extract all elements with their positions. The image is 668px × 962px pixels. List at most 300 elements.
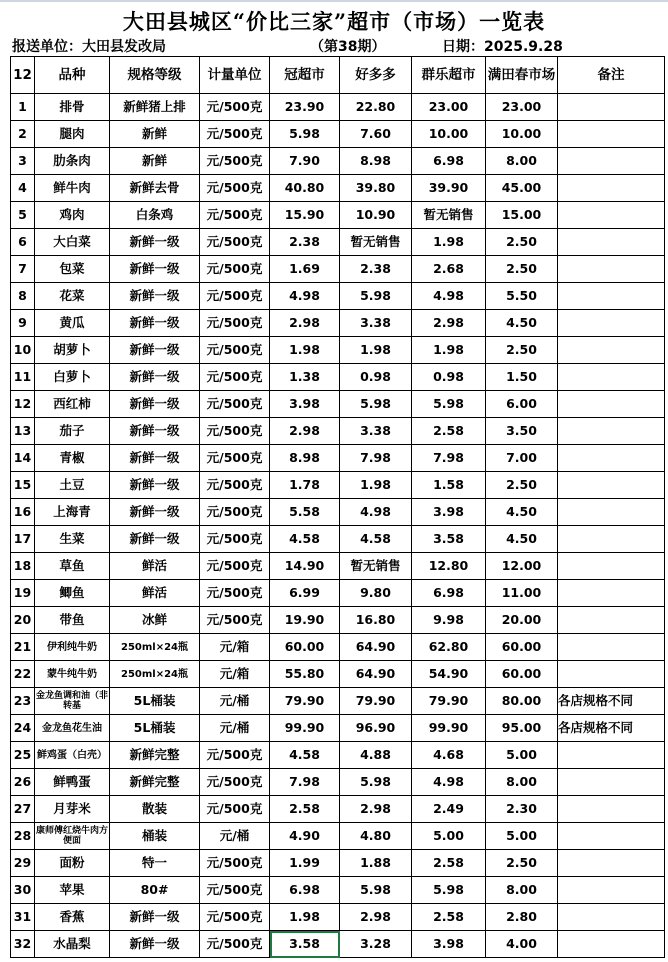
col-header-no[interactable]: 12 <box>11 57 35 94</box>
price-store1[interactable]: 79.90 <box>270 688 340 715</box>
item-spec[interactable]: 白条鸡 <box>110 202 200 229</box>
price-store1[interactable]: 60.00 <box>270 634 340 661</box>
item-note[interactable] <box>558 823 665 850</box>
price-store2[interactable]: 暂无销售 <box>340 553 412 580</box>
item-note[interactable] <box>558 931 665 958</box>
price-store2[interactable]: 1.98 <box>340 337 412 364</box>
price-store1[interactable]: 23.90 <box>270 94 340 121</box>
item-note[interactable] <box>558 472 665 499</box>
item-unit[interactable]: 元/500克 <box>200 256 270 283</box>
page-title: 大田县城区“价比三家”超市（市场）一览表 <box>122 9 546 34</box>
row-number[interactable]: 22 <box>11 661 35 688</box>
price-store2[interactable]: 2.38 <box>340 256 412 283</box>
item-note[interactable] <box>558 526 665 553</box>
price-store2[interactable]: 7.98 <box>340 445 412 472</box>
item-unit[interactable]: 元/500克 <box>200 850 270 877</box>
item-name[interactable]: 鸡肉 <box>35 202 110 229</box>
price-store3[interactable]: 2.68 <box>412 256 486 283</box>
item-name[interactable]: 鲜鸭蛋 <box>35 769 110 796</box>
item-unit[interactable]: 元/500克 <box>200 796 270 823</box>
item-name[interactable]: 腿肉 <box>35 121 110 148</box>
item-spec[interactable]: 冰鲜 <box>110 607 200 634</box>
item-note[interactable] <box>558 904 665 931</box>
price-store3[interactable]: 3.98 <box>412 931 486 958</box>
item-note[interactable] <box>558 94 665 121</box>
price-store4[interactable]: 2.50 <box>486 256 558 283</box>
item-note[interactable] <box>558 283 665 310</box>
item-spec[interactable]: 新鲜一级 <box>110 472 200 499</box>
price-store2[interactable]: 1.88 <box>340 850 412 877</box>
item-spec[interactable]: 新鲜完整 <box>110 742 200 769</box>
item-unit[interactable]: 元/500克 <box>200 229 270 256</box>
item-note[interactable] <box>558 877 665 904</box>
col-header-spec[interactable]: 规格等级 <box>110 57 200 94</box>
price-store1[interactable]: 4.98 <box>270 283 340 310</box>
price-store4[interactable]: 95.00 <box>486 715 558 742</box>
row-number[interactable]: 18 <box>11 553 35 580</box>
price-store3[interactable]: 99.90 <box>412 715 486 742</box>
price-store3[interactable]: 5.00 <box>412 823 486 850</box>
price-store2[interactable]: 5.98 <box>340 283 412 310</box>
price-store3[interactable]: 4.98 <box>412 769 486 796</box>
price-store4[interactable]: 5.00 <box>486 823 558 850</box>
price-store3[interactable]: 10.00 <box>412 121 486 148</box>
price-store4[interactable]: 7.00 <box>486 445 558 472</box>
price-store2[interactable]: 4.80 <box>340 823 412 850</box>
item-name[interactable]: 排骨 <box>35 94 110 121</box>
price-store4[interactable]: 45.00 <box>486 175 558 202</box>
price-store3[interactable]: 5.98 <box>412 877 486 904</box>
price-store4[interactable]: 12.00 <box>486 553 558 580</box>
item-name[interactable]: 金龙鱼花生油 <box>35 715 110 742</box>
price-store4[interactable]: 80.00 <box>486 688 558 715</box>
row-number[interactable]: 29 <box>11 850 35 877</box>
price-store1[interactable]: 6.99 <box>270 580 340 607</box>
col-header-store2[interactable]: 好多多 <box>340 57 412 94</box>
row-number[interactable]: 16 <box>11 499 35 526</box>
item-name[interactable]: 鲜鸡蛋（白壳） <box>35 742 110 769</box>
item-name[interactable]: 上海青 <box>35 499 110 526</box>
price-store1[interactable]: 3.98 <box>270 391 340 418</box>
item-spec[interactable]: 桶装 <box>110 823 200 850</box>
price-store1[interactable]: 55.80 <box>270 661 340 688</box>
item-name[interactable]: 大白菜 <box>35 229 110 256</box>
item-unit[interactable]: 元/500克 <box>200 202 270 229</box>
price-store3[interactable]: 12.80 <box>412 553 486 580</box>
price-store3[interactable]: 39.90 <box>412 175 486 202</box>
price-store3[interactable]: 2.49 <box>412 796 486 823</box>
price-store1[interactable]: 15.90 <box>270 202 340 229</box>
item-spec[interactable]: 新鲜完整 <box>110 769 200 796</box>
item-name[interactable]: 康师傅红烧牛肉方便面 <box>35 823 110 850</box>
item-note[interactable] <box>558 310 665 337</box>
price-store3[interactable]: 2.58 <box>412 850 486 877</box>
price-store3[interactable]: 5.98 <box>412 391 486 418</box>
item-name[interactable]: 包菜 <box>35 256 110 283</box>
col-header-store4[interactable]: 满田春市场 <box>486 57 558 94</box>
item-name[interactable]: 鲫鱼 <box>35 580 110 607</box>
item-spec[interactable]: 新鲜一级 <box>110 283 200 310</box>
item-unit[interactable]: 元/500克 <box>200 931 270 958</box>
item-unit[interactable]: 元/500克 <box>200 391 270 418</box>
item-spec[interactable]: 250ml×24瓶 <box>110 634 200 661</box>
price-store1[interactable]: 1.69 <box>270 256 340 283</box>
item-name[interactable]: 香蕉 <box>35 904 110 931</box>
price-store2[interactable]: 7.60 <box>340 121 412 148</box>
price-store1[interactable]: 1.98 <box>270 337 340 364</box>
price-store2[interactable]: 3.38 <box>340 310 412 337</box>
price-store2[interactable]: 4.88 <box>340 742 412 769</box>
item-unit[interactable]: 元/500克 <box>200 175 270 202</box>
price-store3[interactable]: 2.98 <box>412 310 486 337</box>
item-unit[interactable]: 元/桶 <box>200 688 270 715</box>
price-store1[interactable]: 2.98 <box>270 310 340 337</box>
price-store4[interactable]: 8.00 <box>486 877 558 904</box>
item-spec[interactable]: 新鲜一级 <box>110 256 200 283</box>
price-store4[interactable]: 15.00 <box>486 202 558 229</box>
price-store4[interactable]: 8.00 <box>486 148 558 175</box>
price-store3[interactable]: 2.58 <box>412 904 486 931</box>
item-spec[interactable]: 新鲜一级 <box>110 391 200 418</box>
price-store2[interactable]: 4.98 <box>340 499 412 526</box>
item-spec[interactable]: 5L桶装 <box>110 715 200 742</box>
price-store2[interactable]: 5.98 <box>340 877 412 904</box>
price-store1[interactable]: 6.98 <box>270 877 340 904</box>
row-number[interactable]: 7 <box>11 256 35 283</box>
col-header-store1[interactable]: 冠超市 <box>270 57 340 94</box>
price-store1[interactable]: 8.98 <box>270 445 340 472</box>
item-name[interactable]: 月芽米 <box>35 796 110 823</box>
price-store1[interactable]: 1.99 <box>270 850 340 877</box>
item-spec[interactable]: 新鲜 <box>110 121 200 148</box>
row-number[interactable]: 19 <box>11 580 35 607</box>
item-note[interactable] <box>558 256 665 283</box>
price-store1[interactable]: 4.58 <box>270 526 340 553</box>
item-spec[interactable]: 新鲜一级 <box>110 445 200 472</box>
item-note[interactable]: 各店规格不同 <box>558 688 665 715</box>
price-store1[interactable]: 2.58 <box>270 796 340 823</box>
price-store2[interactable]: 3.28 <box>340 931 412 958</box>
item-unit[interactable]: 元/500克 <box>200 337 270 364</box>
price-store1[interactable]: 1.98 <box>270 904 340 931</box>
item-unit[interactable]: 元/箱 <box>200 661 270 688</box>
item-note[interactable] <box>558 337 665 364</box>
item-note[interactable] <box>558 796 665 823</box>
item-name[interactable]: 草鱼 <box>35 553 110 580</box>
row-number[interactable]: 1 <box>11 94 35 121</box>
price-store2[interactable]: 3.38 <box>340 418 412 445</box>
price-store4[interactable]: 60.00 <box>486 634 558 661</box>
row-number[interactable]: 9 <box>11 310 35 337</box>
row-number[interactable]: 27 <box>11 796 35 823</box>
item-spec[interactable]: 5L桶装 <box>110 688 200 715</box>
item-name[interactable]: 黄瓜 <box>35 310 110 337</box>
item-spec[interactable]: 新鲜 <box>110 148 200 175</box>
price-store1[interactable]: 4.90 <box>270 823 340 850</box>
price-store3[interactable]: 0.98 <box>412 364 486 391</box>
price-store4[interactable]: 10.00 <box>486 121 558 148</box>
price-store3[interactable]: 4.98 <box>412 283 486 310</box>
price-store3[interactable]: 2.58 <box>412 418 486 445</box>
item-spec[interactable]: 新鲜一级 <box>110 499 200 526</box>
price-store2[interactable]: 16.80 <box>340 607 412 634</box>
price-store4[interactable]: 6.00 <box>486 391 558 418</box>
row-number[interactable]: 24 <box>11 715 35 742</box>
item-unit[interactable]: 元/500克 <box>200 742 270 769</box>
item-unit[interactable]: 元/500克 <box>200 94 270 121</box>
row-number[interactable]: 32 <box>11 931 35 958</box>
row-number[interactable]: 21 <box>11 634 35 661</box>
price-store1[interactable]: 3.58 <box>270 931 340 958</box>
row-number[interactable]: 26 <box>11 769 35 796</box>
price-store4[interactable]: 2.50 <box>486 850 558 877</box>
item-note[interactable] <box>558 445 665 472</box>
price-store4[interactable]: 4.50 <box>486 499 558 526</box>
item-unit[interactable]: 元/500克 <box>200 904 270 931</box>
item-name[interactable]: 金龙鱼调和油（非转基 <box>35 688 110 715</box>
price-store4[interactable]: 8.00 <box>486 769 558 796</box>
price-store1[interactable]: 2.98 <box>270 418 340 445</box>
item-spec[interactable]: 新鲜一级 <box>110 526 200 553</box>
price-store1[interactable]: 99.90 <box>270 715 340 742</box>
price-store4[interactable]: 23.00 <box>486 94 558 121</box>
price-store4[interactable]: 60.00 <box>486 661 558 688</box>
item-name[interactable]: 白萝卜 <box>35 364 110 391</box>
price-store4[interactable]: 3.50 <box>486 418 558 445</box>
row-number[interactable]: 14 <box>11 445 35 472</box>
price-store2[interactable]: 39.80 <box>340 175 412 202</box>
item-spec[interactable]: 80# <box>110 877 200 904</box>
item-name[interactable]: 带鱼 <box>35 607 110 634</box>
price-store3[interactable]: 9.98 <box>412 607 486 634</box>
item-spec[interactable]: 新鲜一级 <box>110 904 200 931</box>
item-spec[interactable]: 新鲜一级 <box>110 229 200 256</box>
price-store3[interactable]: 79.90 <box>412 688 486 715</box>
price-store2[interactable]: 1.98 <box>340 472 412 499</box>
row-number[interactable]: 23 <box>11 688 35 715</box>
price-store1[interactable]: 40.80 <box>270 175 340 202</box>
price-store1[interactable]: 7.98 <box>270 769 340 796</box>
price-store2[interactable]: 64.90 <box>340 634 412 661</box>
price-store3[interactable]: 6.98 <box>412 580 486 607</box>
item-unit[interactable]: 元/500克 <box>200 121 270 148</box>
price-store4[interactable]: 4.50 <box>486 310 558 337</box>
price-store2[interactable]: 0.98 <box>340 364 412 391</box>
item-note[interactable] <box>558 202 665 229</box>
item-unit[interactable]: 元/500克 <box>200 148 270 175</box>
price-store1[interactable]: 1.78 <box>270 472 340 499</box>
item-note[interactable] <box>558 175 665 202</box>
item-note[interactable] <box>558 229 665 256</box>
item-note[interactable] <box>558 634 665 661</box>
price-store4[interactable]: 4.50 <box>486 526 558 553</box>
row-number[interactable]: 11 <box>11 364 35 391</box>
item-unit[interactable]: 元/500克 <box>200 310 270 337</box>
item-unit[interactable]: 元/500克 <box>200 769 270 796</box>
price-store3[interactable]: 62.80 <box>412 634 486 661</box>
item-note[interactable] <box>558 121 665 148</box>
item-note[interactable] <box>558 418 665 445</box>
price-store4[interactable]: 2.50 <box>486 229 558 256</box>
row-number[interactable]: 3 <box>11 148 35 175</box>
item-name[interactable]: 花菜 <box>35 283 110 310</box>
price-store3[interactable]: 3.58 <box>412 526 486 553</box>
price-store1[interactable]: 14.90 <box>270 553 340 580</box>
item-note[interactable] <box>558 580 665 607</box>
price-store4[interactable]: 2.50 <box>486 337 558 364</box>
item-note[interactable] <box>558 553 665 580</box>
item-note[interactable] <box>558 364 665 391</box>
row-number[interactable]: 25 <box>11 742 35 769</box>
price-store4[interactable]: 2.80 <box>486 904 558 931</box>
item-note[interactable] <box>558 661 665 688</box>
price-store3[interactable]: 23.00 <box>412 94 486 121</box>
price-store1[interactable]: 5.98 <box>270 121 340 148</box>
price-store2[interactable]: 4.58 <box>340 526 412 553</box>
price-store3[interactable]: 1.98 <box>412 229 486 256</box>
item-name[interactable]: 伊利纯牛奶 <box>35 634 110 661</box>
price-store4[interactable]: 2.30 <box>486 796 558 823</box>
price-store1[interactable]: 1.38 <box>270 364 340 391</box>
price-store3[interactable]: 1.98 <box>412 337 486 364</box>
item-unit[interactable]: 元/500克 <box>200 472 270 499</box>
item-unit[interactable]: 元/500克 <box>200 526 270 553</box>
item-name[interactable]: 蒙牛纯牛奶 <box>35 661 110 688</box>
price-store1[interactable]: 7.90 <box>270 148 340 175</box>
row-number[interactable]: 30 <box>11 877 35 904</box>
item-spec[interactable]: 新鲜一级 <box>110 310 200 337</box>
item-unit[interactable]: 元/箱 <box>200 634 270 661</box>
col-header-unit[interactable]: 计量单位 <box>200 57 270 94</box>
row-number[interactable]: 4 <box>11 175 35 202</box>
price-store3[interactable]: 3.98 <box>412 499 486 526</box>
row-number[interactable]: 10 <box>11 337 35 364</box>
price-store4[interactable]: 2.50 <box>486 472 558 499</box>
table-row <box>11 823 665 850</box>
price-store2[interactable]: 2.98 <box>340 904 412 931</box>
item-unit[interactable]: 元/500克 <box>200 607 270 634</box>
price-store3[interactable]: 1.58 <box>412 472 486 499</box>
item-unit[interactable]: 元/500克 <box>200 877 270 904</box>
item-note[interactable] <box>558 391 665 418</box>
item-name[interactable]: 鲜牛肉 <box>35 175 110 202</box>
row-number[interactable]: 15 <box>11 472 35 499</box>
col-header-note[interactable]: 备注 <box>558 57 665 94</box>
item-spec[interactable]: 新鲜一级 <box>110 364 200 391</box>
item-name[interactable]: 青椒 <box>35 445 110 472</box>
price-store1[interactable]: 19.90 <box>270 607 340 634</box>
price-store2[interactable]: 5.98 <box>340 769 412 796</box>
item-spec[interactable]: 散装 <box>110 796 200 823</box>
row-number[interactable]: 13 <box>11 418 35 445</box>
price-store2[interactable]: 79.90 <box>340 688 412 715</box>
item-spec[interactable]: 250ml×24瓶 <box>110 661 200 688</box>
item-name[interactable]: 肋条肉 <box>35 148 110 175</box>
item-unit[interactable]: 元/500克 <box>200 553 270 580</box>
row-number[interactable]: 20 <box>11 607 35 634</box>
item-spec[interactable]: 新鲜一级 <box>110 418 200 445</box>
price-store1[interactable]: 4.58 <box>270 742 340 769</box>
item-name[interactable]: 土豆 <box>35 472 110 499</box>
item-name[interactable]: 茄子 <box>35 418 110 445</box>
item-note[interactable] <box>558 850 665 877</box>
price-store4[interactable]: 5.50 <box>486 283 558 310</box>
row-number[interactable]: 5 <box>11 202 35 229</box>
item-spec[interactable]: 新鲜一级 <box>110 337 200 364</box>
item-unit[interactable]: 元/500克 <box>200 445 270 472</box>
item-unit[interactable]: 元/500克 <box>200 364 270 391</box>
item-unit[interactable]: 元/500克 <box>200 418 270 445</box>
item-note[interactable] <box>558 148 665 175</box>
price-store2[interactable]: 22.80 <box>340 94 412 121</box>
price-store2[interactable]: 5.98 <box>340 391 412 418</box>
row-number[interactable]: 2 <box>11 121 35 148</box>
price-store3[interactable]: 6.98 <box>412 148 486 175</box>
price-store1[interactable]: 2.38 <box>270 229 340 256</box>
price-store3[interactable]: 4.68 <box>412 742 486 769</box>
item-spec[interactable]: 新鲜猪上排 <box>110 94 200 121</box>
row-number[interactable]: 17 <box>11 526 35 553</box>
price-store1[interactable]: 5.58 <box>270 499 340 526</box>
item-unit[interactable]: 元/500克 <box>200 499 270 526</box>
table-row <box>11 850 665 877</box>
price-store4[interactable]: 1.50 <box>486 364 558 391</box>
price-store3[interactable]: 暂无销售 <box>412 202 486 229</box>
price-store2[interactable]: 96.90 <box>340 715 412 742</box>
col-header-store3[interactable]: 群乐超市 <box>412 57 486 94</box>
row-number[interactable]: 12 <box>11 391 35 418</box>
price-store2[interactable]: 暂无销售 <box>340 229 412 256</box>
item-name[interactable]: 胡萝卜 <box>35 337 110 364</box>
item-note[interactable] <box>558 499 665 526</box>
item-note[interactable]: 各店规格不同 <box>558 715 665 742</box>
item-note[interactable] <box>558 607 665 634</box>
item-name[interactable]: 水晶梨 <box>35 931 110 958</box>
item-spec[interactable]: 鲜活 <box>110 580 200 607</box>
row-number[interactable]: 31 <box>11 904 35 931</box>
price-store4[interactable]: 11.00 <box>486 580 558 607</box>
item-name[interactable]: 生菜 <box>35 526 110 553</box>
price-store4[interactable]: 20.00 <box>486 607 558 634</box>
price-store2[interactable]: 64.90 <box>340 661 412 688</box>
item-spec[interactable]: 新鲜去骨 <box>110 175 200 202</box>
item-name[interactable]: 西红柿 <box>35 391 110 418</box>
col-header-name[interactable]: 品种 <box>35 57 110 94</box>
price-store4[interactable]: 4.00 <box>486 931 558 958</box>
item-spec[interactable]: 新鲜一级 <box>110 931 200 958</box>
item-name[interactable]: 苹果 <box>35 877 110 904</box>
price-store3[interactable]: 54.90 <box>412 661 486 688</box>
row-number[interactable]: 8 <box>11 283 35 310</box>
item-unit[interactable]: 元/500克 <box>200 283 270 310</box>
item-spec[interactable]: 特一 <box>110 850 200 877</box>
item-unit[interactable]: 元/桶 <box>200 715 270 742</box>
price-store4[interactable]: 5.00 <box>486 742 558 769</box>
item-unit[interactable]: 元/500克 <box>200 580 270 607</box>
price-store3[interactable]: 7.98 <box>412 445 486 472</box>
row-number[interactable]: 6 <box>11 229 35 256</box>
item-note[interactable] <box>558 742 665 769</box>
price-store2[interactable]: 10.90 <box>340 202 412 229</box>
price-store2[interactable]: 9.80 <box>340 580 412 607</box>
item-spec[interactable]: 鲜活 <box>110 553 200 580</box>
row-number[interactable]: 28 <box>11 823 35 850</box>
price-store2[interactable]: 8.98 <box>340 148 412 175</box>
price-store2[interactable]: 2.98 <box>340 796 412 823</box>
item-unit[interactable]: 元/桶 <box>200 823 270 850</box>
item-name[interactable]: 面粉 <box>35 850 110 877</box>
item-note[interactable] <box>558 769 665 796</box>
